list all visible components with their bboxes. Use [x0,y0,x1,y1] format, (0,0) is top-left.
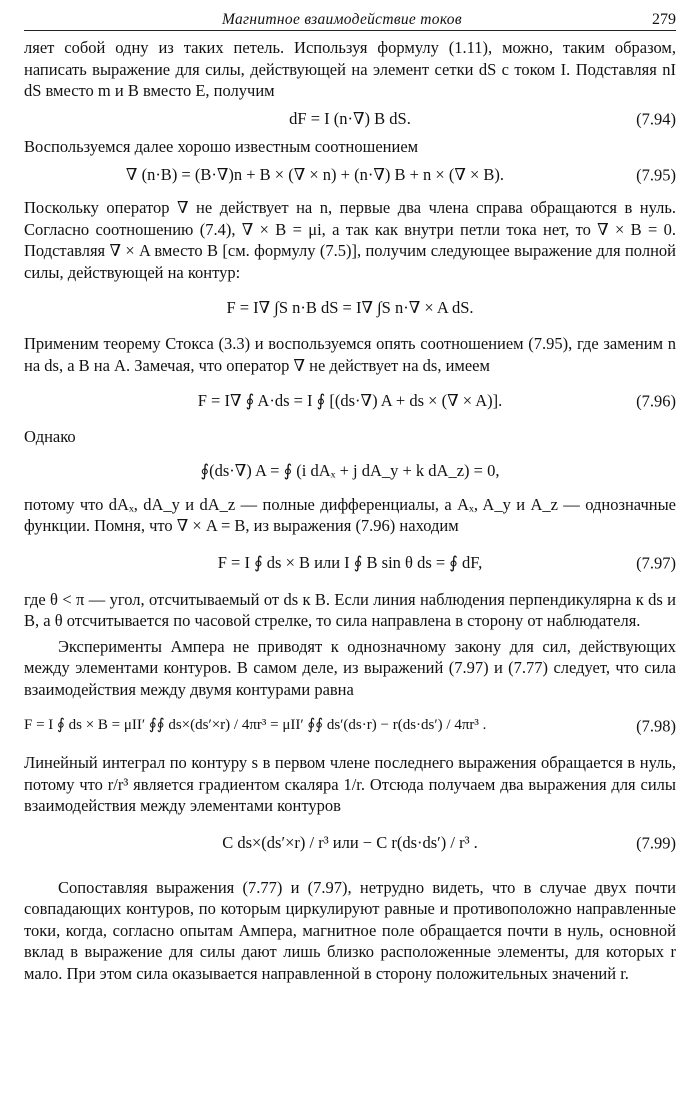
equation-number: (7.95) [636,165,676,185]
equation-body: F = I∇ ∮ A·ds = I ∮ [(ds·∇) A + ds × (∇ × A)]. [197,391,503,411]
equation-zero-integral [24,448,676,494]
equation-body: F = I ∮ ds × B или I ∮ B sin θ ds = ∮ dF, [217,552,483,572]
equation-body: F = I ∮ ds × B = μII′ ∮∮ ds×(ds′×r) / 4πr³ = μII′ ∮∮ ds′(ds·r) − r(ds·ds′) / 4πr³ . [24,717,487,734]
equation-body: F = I∇ ∫S n·B dS = I∇ ∫S n·∇ × A dS. [226,298,474,318]
paragraph: где θ < π — угол, отсчитываемый от ds к B. Если линия наблюдения перпендикулярна к ds и B, а θ отсчитывается по часовой стрелке, то сила направлена в сторону от наблюдателя. [24,589,676,630]
paragraph: ляет собой одну из таких петель. Используя формулу (1.11), можно, таким образом, написать выражение для силы, действующей на элемент сетки dS с током I. Подставляя nI dS вместо m и B вместо E, получим [24,38,676,100]
paragraph: потому что dAₓ, dA_y и dA_z — полные дифференциалы, а Aₓ, A_y и A_z — однозначные функции. Помня, что ∇ × A = B, из выражения (7.96) находим [24,494,676,535]
paragraph: Сопоставляя выражения (7.77) и (7.97), нетрудно видеть, что в случае двух почти совпадающих контуров, по которым циркулируют равные и противоположно направленные токи, когда, согласно опытам Ампера, магнитное поле обращается почти в нуль, основной вклад в выражение для силы дают лишь близко расположенные элементы, для которых r мало. При этом сила оказывается направленной в сторону положительных значений r. [24,877,676,983]
equation-7-94 [24,106,676,132]
page-number: 279 [652,11,676,28]
running-header [24,8,676,31]
running-title: Магнитное взаимодействие токов [222,11,462,28]
equation-body: C ds×(ds′×r) / r³ или − C r(ds·ds′) / r³ . [222,832,478,852]
equation-surface-force [24,283,676,333]
paragraph: Эксперименты Ампера не приводят к однозначному закону для сил, действующих между элементами контуров. В самом деле, из выражений (7.97) и (7.77) следует, что сила взаимодействия между двумя контурами равна [24,636,676,699]
equation-number: (7.98) [636,716,676,736]
equation-7-99 [24,817,676,869]
equation-7-98 [24,700,676,752]
equation-number: (7.94) [636,108,676,128]
equation-body: ∇ (n·B) = (B·∇)n + B × (∇ × n) + (n·∇) B + n × (∇ × B). [125,165,505,185]
equation-7-96 [24,376,676,426]
paragraph: Однако [24,427,76,446]
equation-number: (7.97) [636,552,676,572]
equation-7-97 [24,537,676,589]
paragraph: Применим теорему Стокса (3.3) и воспользуемся опять соотношением (7.95), где заменим n на ds, а B на A. Замечая, что оператор ∇ не действует на ds, имеем [24,334,676,375]
book-page [24,8,676,984]
equation-body: ∮(ds·∇) A = ∮ (i dAₓ + j dA_y + k dA_z) = 0, [200,460,500,480]
equation-number: (7.99) [636,832,676,852]
paragraph: Поскольку оператор ∇ не действует на n, первые два члена справа обращаются в нуль. Согласно соотношению (7.4), ∇ × B = μi, а так как внутри петли тока нет, то ∇ × B = 0. Подставляя ∇ × A вместо B [см. формулу (7.5)], получим следующее выражение для полной силы, действующей на контур: [24,198,676,282]
equation-7-95 [24,157,676,193]
equation-body: dF = I (n·∇) B dS. [289,108,411,128]
paragraph: Линейный интеграл по контуру s в первом члене последнего выражения обращается в нуль, потому что r/r³ является градиентом скаляра 1/r. Отсюда получаем два выражения для силы взаимодействия между элементами контуров [24,753,676,815]
equation-number: (7.96) [636,391,676,411]
paragraph: Воспользуемся далее хорошо известным соотношением [24,136,419,156]
